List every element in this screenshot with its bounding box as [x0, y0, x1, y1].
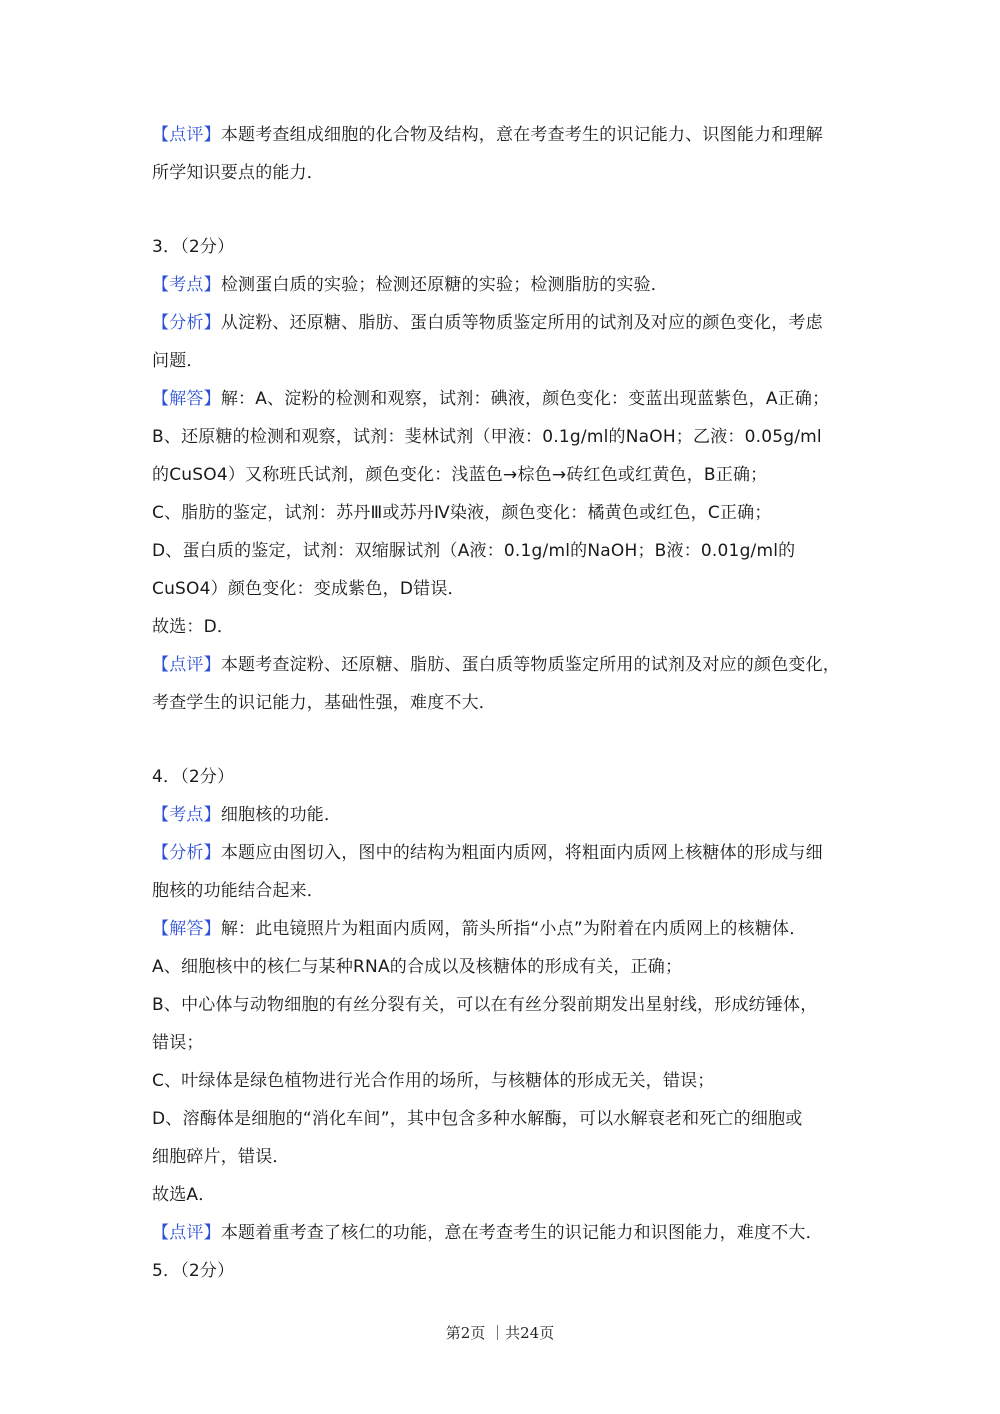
page-footer: 第2页 ｜共24页 [445, 1324, 555, 1342]
fenxi-tag: 【分析】 [152, 843, 221, 863]
dianping-tag: 【点评】 [152, 655, 221, 675]
question-3-header: 3．（2分） [152, 237, 235, 257]
q3-jieda-c: C、脂肪的鉴定，试剂：苏丹Ⅲ或苏丹Ⅳ染液，颜色变化：橘黄色或红色，C正确； [152, 503, 772, 523]
q3-dianping-cont: 考查学生的识记能力，基础性强，难度不大． [152, 693, 496, 713]
jieda-text: 解：此电镜照片为粗面内质网，箭头所指“小点”为附着在内质网上的核糖体． [220, 919, 807, 939]
q4-jieda-c: C、叶绿体是绿色植物进行光合作用的场所，与核糖体的形成无关，错误； [152, 1071, 715, 1091]
fenxi-text: 从淀粉、还原糖、脂肪、蛋白质等物质鉴定所用的试剂及对应的颜色变化，考虑 [220, 313, 823, 333]
review-text: 本题考查组成细胞的化合物及结构，意在考查考生的识记能力、识图能力和理解 [220, 125, 823, 145]
answer-content [152, 116, 852, 1290]
q4-dianping [152, 1214, 852, 1252]
kaodian-tag: 【考点】 [152, 805, 221, 825]
q4-kaodian [152, 796, 852, 834]
kaodian-text: 检测蛋白质的实验；检测还原糖的实验；检测脂肪的实验． [220, 275, 669, 295]
dianping-text: 本题考查淀粉、还原糖、脂肪、蛋白质等物质鉴定所用的试剂及对应的颜色变化， [220, 655, 841, 675]
q3-answer: 故选：D． [152, 617, 235, 637]
q3-dianping [152, 646, 852, 684]
q3-jieda-b-cont: 的CuSO4）又称班氏试剂，颜色变化：浅蓝色→棕色→砖红色或红黄色，B正确； [152, 465, 768, 485]
dianping-tag: 【点评】 [152, 1223, 221, 1243]
q3-fenxi [152, 304, 852, 342]
q4-jieda-a: A、细胞核中的核仁与某种RNA的合成以及核糖体的形成有关，正确； [152, 957, 683, 977]
q4-jieda [152, 910, 852, 948]
fenxi-text: 本题应由图切入，图中的结构为粗面内质网，将粗面内质网上核糖体的形成与细 [220, 843, 823, 863]
q3-jieda [152, 380, 852, 418]
q3-kaodian [152, 266, 852, 304]
jieda-text: 解：A、淀粉的检测和观察，试剂：碘液，颜色变化：变蓝出现蓝紫色，A正确； [220, 389, 830, 409]
q4-fenxi [152, 834, 852, 872]
kaodian-text: 细胞核的功能． [220, 805, 342, 825]
review-tag: 【点评】 [152, 125, 221, 145]
q4-jieda-b: B、中心体与动物细胞的有丝分裂有关，可以在有丝分裂前期发出星射线，形成纺锤体， [152, 995, 818, 1015]
q4-jieda-d: D、溶酶体是细胞的“消化车间”，其中包含多种水解酶，可以水解衰老和死亡的细胞或 [152, 1109, 803, 1129]
jieda-tag: 【解答】 [152, 389, 221, 409]
q4-jieda-b-cont: 错误； [152, 1033, 204, 1053]
q3-fenxi-cont: 问题． [152, 351, 204, 371]
fenxi-tag: 【分析】 [152, 313, 221, 333]
kaodian-tag: 【考点】 [152, 275, 221, 295]
review-line: 所学知识要点的能力． [152, 163, 324, 183]
question-5-header: 5．（2分） [152, 1261, 235, 1281]
jieda-tag: 【解答】 [152, 919, 221, 939]
q4-answer: 故选A． [152, 1185, 216, 1205]
q4-fenxi-cont: 胞核的功能结合起来． [152, 881, 324, 901]
review-line [152, 116, 852, 154]
q3-jieda-b: B、还原糖的检测和观察，试剂：斐林试剂（甲液：0.1g/ml的NaOH；乙液：0.05g/ml [152, 427, 822, 447]
dianping-text: 本题着重考查了核仁的功能，意在考查考生的识记能力和识图能力，难度不大． [220, 1223, 823, 1243]
q3-jieda-d-cont: CuSO4）颜色变化：变成紫色，D错误． [152, 579, 465, 599]
question-4-header: 4．（2分） [152, 767, 235, 787]
q4-jieda-d-cont: 细胞碎片，错误． [152, 1147, 290, 1167]
q3-jieda-d: D、蛋白质的鉴定，试剂：双缩脲试剂（A液：0.1g/ml的NaOH；B液：0.01g/ml的 [152, 541, 796, 561]
